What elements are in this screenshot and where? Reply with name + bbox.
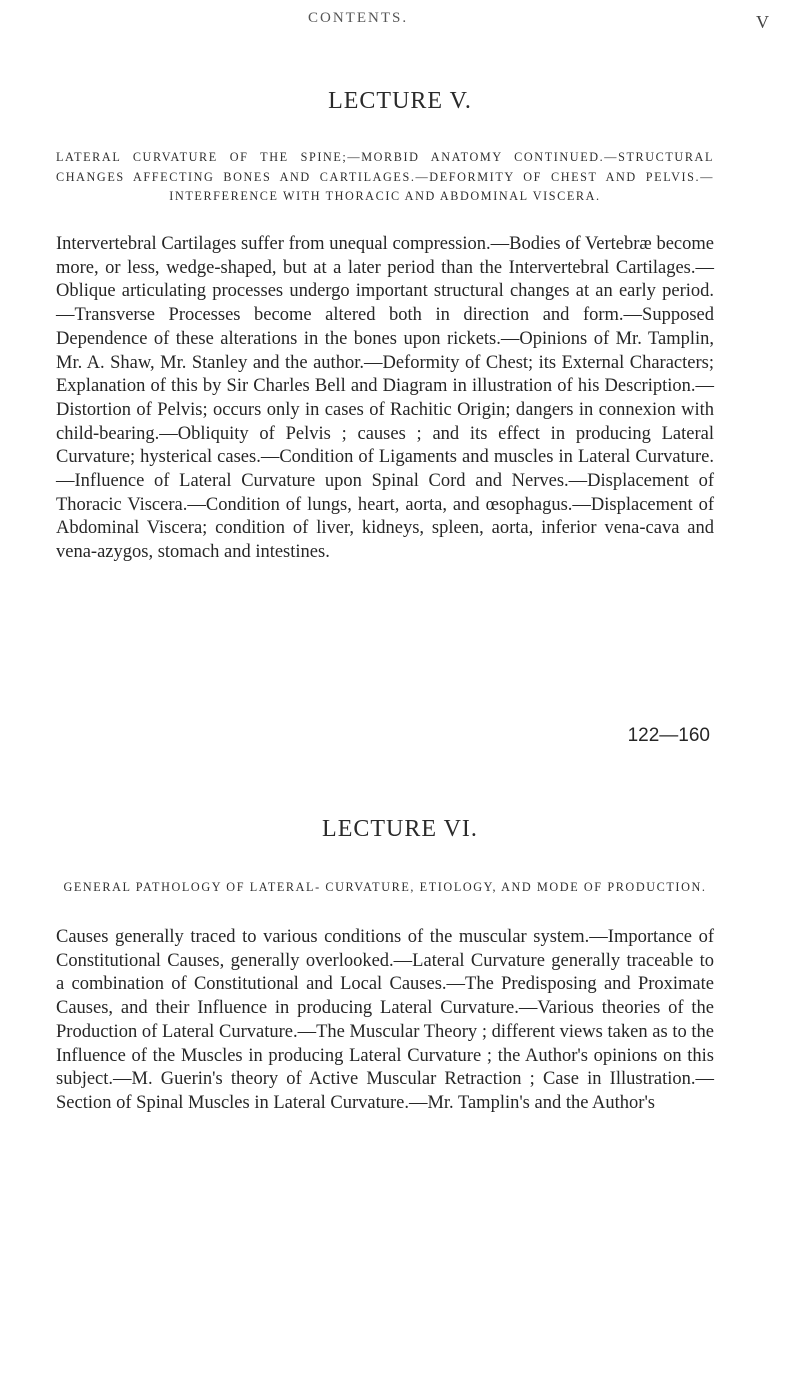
lecture-5-summary: Intervertebral Cartilages suffer from unequal compression.—Bodies of Vertebræ become more, or less, wedge-shaped, but at a later period than the Intervertebral Cartilages.—Oblique articulating processes undergo important structural changes at an early period.—Transverse Processes become altered both in direction and form.—Supposed Dependence of these alterations in the bones upon rickets.—Opinions of Mr. Tamplin, Mr. A. Shaw, Mr. Stanley and the author.—Deformity of Chest; its External Characters; Explanation of this by Sir Charles Bell and Diagram in illustration of his Description.—Distortion of Pelvis; occurs only in cases of Rachitic Origin; dangers in connexion with child-bearing.—Obliquity of Pelvis ; causes ; and its effect in producing Lateral Curvature; hysterical cases.—Condition of Ligaments and muscles in Lateral Curvature.—Influence of Lateral Curvature upon Spinal Cord and Nerves.—Displacement of Thoracic Viscera.—Condition of lungs, heart, aorta, and œsophagus.—Displacement of Abdominal Viscera; condition of liver, kidneys, spleen, aorta, inferior vena-cava and vena-azygos, stomach and intestines.	[56, 234, 714, 563]
lecture-6-subtitle: GENERAL PATHOLOGY OF LATERAL- CURVATURE, ETIOLOGY, AND MODE OF PRODUCTION.	[63, 880, 707, 894]
running-head	[0, 10, 800, 32]
lecture-5-subtitle: LATERAL CURVATURE OF THE SPINE;—MORBID ANATOMY CONTINUED.—STRUCTURAL CHANGES AFFECTING BONES AND CARTILAGES.—DEFORMITY OF CHEST AND PELVIS.—INTERFERENCE WITH THORACIC AND ABDOMINAL VISCERA.	[56, 150, 714, 203]
lecture-6-summary: Causes generally traced to various conditions of the muscular system.—Importance of Constitutional Causes, generally overlooked.—Lateral Curvature generally traceable to a combination of Constitutional and Local Causes.—The Predisposing and Proximate Causes, and their Influence in producing Lateral Curvature.—Various theories of the Production of Lateral Curvature.—The Muscular Theory ; different views taken as to the Influence of the Muscles in producing Lateral Curvature ; the Author's opinions on this subject.—M. Guerin's theory of Active Muscular Retraction ; Case in Illustration.—Section of Spinal Muscles in Lateral Curvature.—Mr. Tamplin's and the Author's	[56, 927, 714, 1113]
page-number: V	[756, 12, 769, 32]
running-title: CONTENTS.	[308, 10, 409, 26]
lecture-6-heading: LECTURE VI.	[322, 816, 478, 842]
lecture-5-page-range: 122—160	[627, 725, 710, 746]
lecture-5-heading: LECTURE V.	[328, 88, 472, 114]
